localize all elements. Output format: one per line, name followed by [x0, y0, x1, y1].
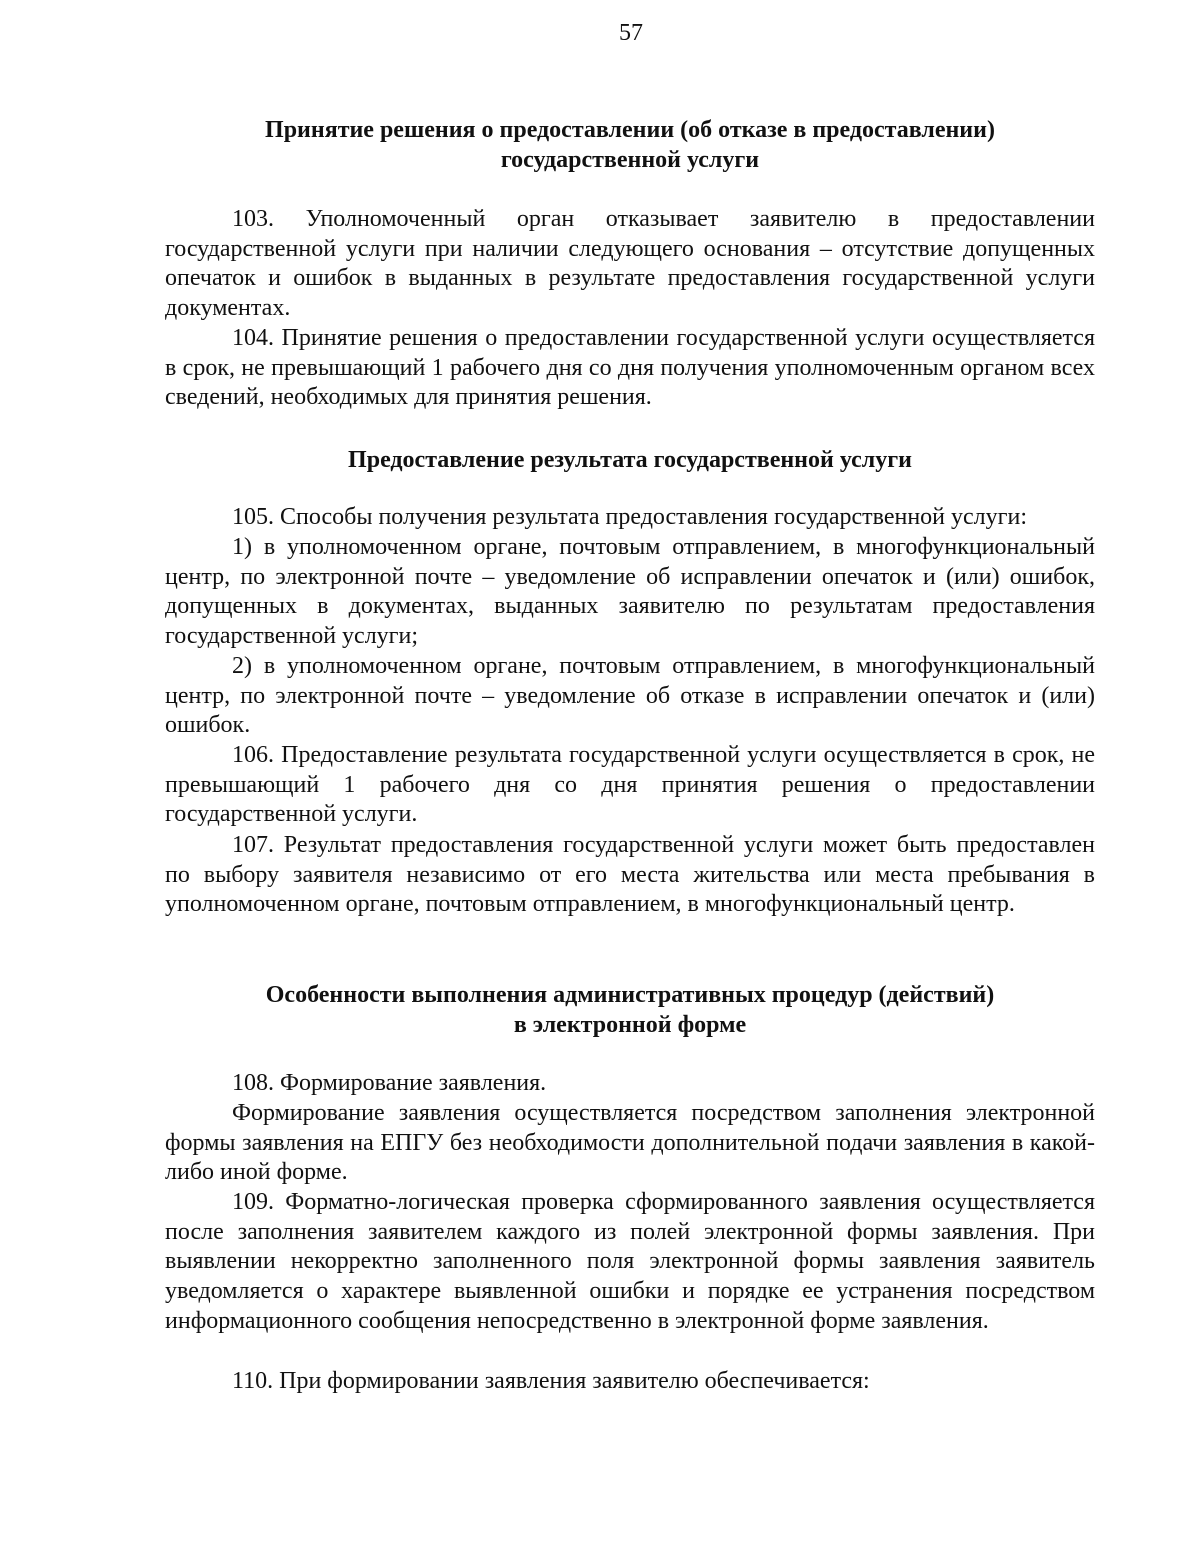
heading-line: Предоставление результата государственной услуги	[348, 447, 912, 473]
paragraph: 107. Результат предоставления государственной услуги может быть предоставлен по выбору заявителя независимо от его места жительства или места пребывания в уполномоченном органе, почтовым отправлением, в многофункциональный центр.	[165, 832, 1095, 918]
page-number: 57	[619, 20, 643, 46]
paragraph: 104. Принятие решения о предоставлении государственной услуги осуществляется в срок, не превышающий 1 рабочего дня со дня получения уполномоченным органом всех сведений, необходимых для принятия решения.	[165, 325, 1095, 411]
paragraph: 109. Форматно-логическая проверка сформированного заявления осуществляется после заполнения заявителем каждого из полей электронной формы заявления. При выявлении некорректно заполненного поля электронной формы заявления заявитель уведомляется о характере выявленной ошибки и порядке ее устранения посредством информационного сообщения непосредственно в электронной форме заявления.	[165, 1189, 1095, 1334]
list-item: 2) в уполномоченном органе, почтовым отправлением, в многофункциональный центр, по электронной почте – уведомление об отказе в исправлении опечаток и (или) ошибок.	[165, 653, 1095, 739]
paragraph: 105. Способы получения результата предоставления государственной услуги:	[232, 504, 1027, 530]
heading-line: Принятие решения о предоставлении (об отказе в предоставлении)	[265, 117, 995, 143]
paragraph: 108. Формирование заявления.	[232, 1070, 547, 1096]
paragraph: 110. При формировании заявления заявителю обеспечивается:	[232, 1368, 870, 1394]
section-heading	[165, 115, 1095, 175]
section-heading	[165, 980, 1095, 1040]
heading-line: в электронной форме	[513, 1012, 747, 1038]
heading-line: Особенности выполнения административных процедур (действий)	[265, 982, 995, 1008]
heading-line: государственной услуги	[500, 147, 760, 173]
section-heading	[165, 445, 1095, 475]
paragraph: 103. Уполномоченный орган отказывает заявителю в предоставлении государственной услуги при наличии следующего основания – отсутствие допущенных опечаток и ошибок в выданных в результате предоставления государственной услуги документах.	[165, 206, 1095, 322]
paragraph: Формирование заявления осуществляется посредством заполнения электронной формы заявления на ЕПГУ без необходимости дополнительной подачи заявления в какой-либо иной форме.	[165, 1100, 1095, 1186]
paragraph: 106. Предоставление результата государственной услуги осуществляется в срок, не превышающий 1 рабочего дня со дня принятия решения о предоставлении государственной услуги.	[165, 742, 1095, 828]
list-item: 1) в уполномоченном органе, почтовым отправлением, в многофункциональный центр, по электронной почте – уведомление об исправлении опечаток и (или) ошибок, допущенных в документах, выданных заявителю по результатам предоставления государственной услуги;	[165, 534, 1095, 650]
